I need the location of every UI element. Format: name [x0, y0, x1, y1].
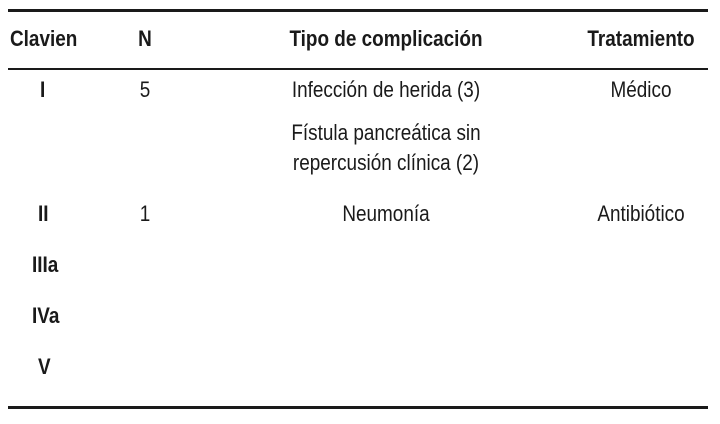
header-clavien: Clavien — [10, 26, 78, 51]
row-n-value: 1 — [139, 201, 151, 226]
table-bottom-rule — [8, 406, 708, 409]
row-tratamiento: Médico — [610, 77, 672, 102]
row-clavien-grade: V — [38, 354, 51, 379]
header-n: N — [138, 26, 152, 51]
row-clavien-grade: IIIa — [32, 252, 59, 277]
row-tipo-line: repercusión clínica (2) — [292, 150, 480, 175]
header-rule — [8, 68, 708, 70]
row-tipo-line: Fístula pancreática sin — [291, 120, 481, 145]
row-clavien-grade: IVa — [32, 303, 60, 328]
table-top-rule — [8, 9, 708, 12]
row-n-value: 5 — [139, 77, 151, 102]
row-clavien-grade: II — [38, 201, 49, 226]
header-tipo: Tipo de complicación — [289, 26, 483, 51]
row-tratamiento: Antibiótico — [597, 201, 685, 226]
row-tipo-line: Neumonía — [342, 201, 430, 226]
row-tipo-line: Infección de herida (3) — [291, 77, 481, 102]
row-clavien-grade: I — [40, 77, 46, 102]
header-tratamiento: Tratamiento — [587, 26, 695, 51]
